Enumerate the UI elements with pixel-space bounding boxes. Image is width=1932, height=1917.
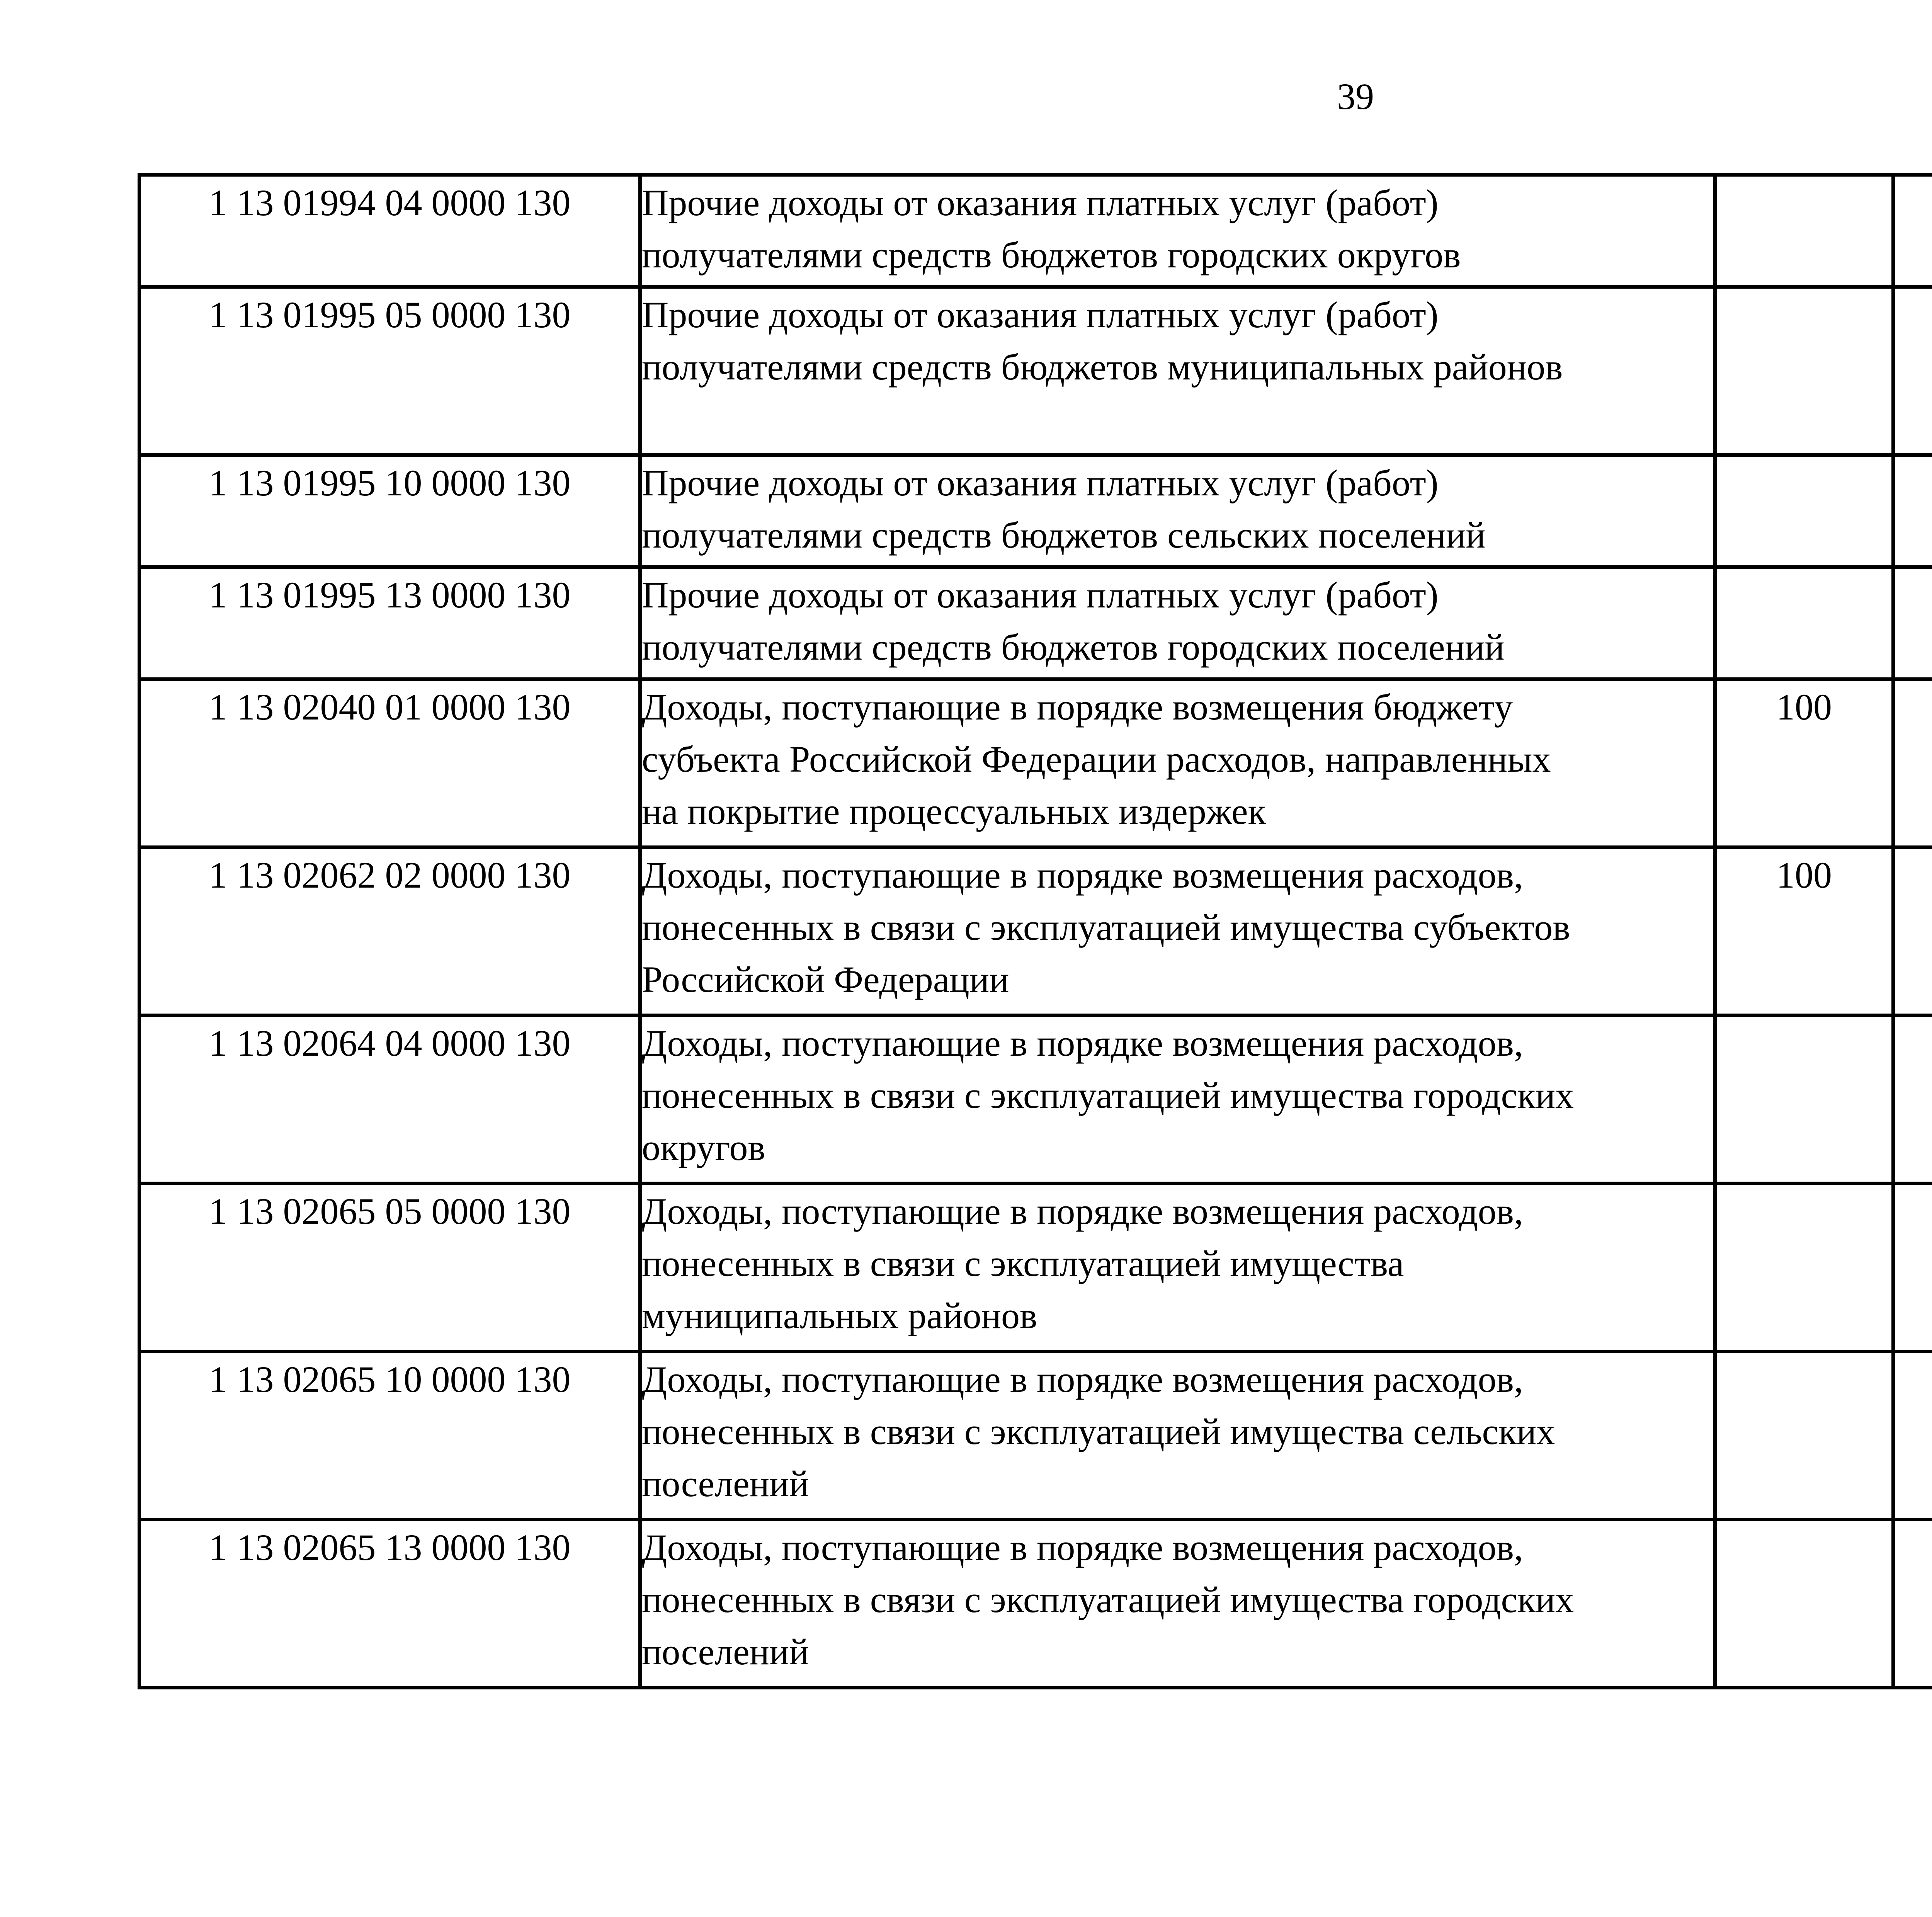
code-cell: 1 13 02040 01 0000 130 [139, 679, 640, 847]
description-line: Прочие доходы от оказания платных услуг (работ) [642, 462, 1439, 503]
description-line: Доходы, поступающие в порядке возмещения расходов, [642, 1191, 1523, 1232]
table-row [139, 455, 1932, 567]
description-line: округов [642, 1127, 765, 1168]
description-cell [640, 567, 1715, 679]
description-line: муниципальных районов [642, 1295, 1037, 1336]
table-row [139, 175, 1932, 287]
description-line: понесенных в связи с эксплуатацией имущества [642, 1243, 1404, 1284]
code-cell: 1 13 01995 10 0000 130 [139, 455, 640, 567]
code-cell: 1 13 01994 04 0000 130 [139, 175, 640, 287]
table-row [139, 679, 1932, 847]
description-cell [640, 1184, 1715, 1352]
description-line: Доходы, поступающие в порядке возмещения расходов, [642, 854, 1523, 896]
description-cell [640, 847, 1715, 1015]
value-cell [1893, 567, 1932, 679]
table-row [139, 567, 1932, 679]
description-line: Прочие доходы от оказания платных услуг (работ) [642, 182, 1439, 223]
description-line: получателями средств бюджетов муниципальных районов [642, 346, 1563, 388]
value-cell [1893, 1352, 1932, 1520]
description-line: Прочие доходы от оказания платных услуг (работ) [642, 294, 1439, 335]
value-cell [1893, 287, 1932, 455]
value-cell [1715, 1352, 1893, 1520]
description-line: Доходы, поступающие в порядке возмещения расходов, [642, 1022, 1523, 1064]
table-row [139, 1015, 1932, 1184]
description-line: Доходы, поступающие в порядке возмещения расходов, [642, 1359, 1523, 1400]
value-cell [1715, 287, 1893, 455]
description-line: Доходы, поступающие в порядке возмещения бюджету [642, 686, 1513, 728]
description-line: получателями средств бюджетов сельских поселений [642, 514, 1486, 556]
description-line: поселений [642, 1631, 809, 1672]
value-cell [1715, 1184, 1893, 1352]
description-line: получателями средств бюджетов городских округов [642, 234, 1461, 276]
value-cell: 100 [1715, 679, 1893, 847]
value-cell [1715, 455, 1893, 567]
page-number: 39 [1337, 76, 1374, 117]
value-cell [1715, 567, 1893, 679]
description-cell [640, 175, 1715, 287]
description-line: Доходы, поступающие в порядке возмещения расходов, [642, 1527, 1523, 1568]
value-cell [1893, 847, 1932, 1015]
value-cell [1893, 1520, 1932, 1688]
description-cell [640, 455, 1715, 567]
code-cell: 1 13 01995 05 0000 130 [139, 287, 640, 455]
table-row [139, 847, 1932, 1015]
code-cell: 1 13 02065 05 0000 130 [139, 1184, 640, 1352]
value-cell [1893, 1015, 1932, 1184]
table-row [139, 1184, 1932, 1352]
description-line: Российской Федерации [642, 959, 1009, 1000]
revenue-table [138, 173, 1932, 1689]
description-line: получателями средств бюджетов городских поселений [642, 626, 1505, 668]
value-cell [1715, 1015, 1893, 1184]
description-line: понесенных в связи с эксплуатацией имущества сельских [642, 1411, 1555, 1452]
value-cell [1893, 679, 1932, 847]
description-line: субъекта Российской Федерации расходов, направленных [642, 738, 1551, 780]
table-row [139, 1352, 1932, 1520]
code-cell: 1 13 02062 02 0000 130 [139, 847, 640, 1015]
value-cell [1893, 455, 1932, 567]
table-row [139, 1520, 1932, 1688]
value-cell: 100 [1715, 847, 1893, 1015]
description-line: поселений [642, 1463, 809, 1504]
description-line: на покрытие процессуальных издержек [642, 791, 1266, 832]
description-cell [640, 1520, 1715, 1688]
code-cell: 1 13 01995 13 0000 130 [139, 567, 640, 679]
description-line: понесенных в связи с эксплуатацией имущества субъектов [642, 907, 1570, 948]
description-line: понесенных в связи с эксплуатацией имущества городских [642, 1075, 1574, 1116]
table-row [139, 287, 1932, 455]
description-line: понесенных в связи с эксплуатацией имущества городских [642, 1579, 1574, 1620]
description-cell [640, 679, 1715, 847]
code-cell: 1 13 02064 04 0000 130 [139, 1015, 640, 1184]
description-cell [640, 1352, 1715, 1520]
code-cell: 1 13 02065 10 0000 130 [139, 1352, 640, 1520]
value-cell [1715, 1520, 1893, 1688]
value-cell [1893, 175, 1932, 287]
description-line: Прочие доходы от оказания платных услуг (работ) [642, 574, 1439, 616]
description-cell [640, 287, 1715, 455]
value-cell [1893, 1184, 1932, 1352]
code-cell: 1 13 02065 13 0000 130 [139, 1520, 640, 1688]
description-cell [640, 1015, 1715, 1184]
value-cell [1715, 175, 1893, 287]
